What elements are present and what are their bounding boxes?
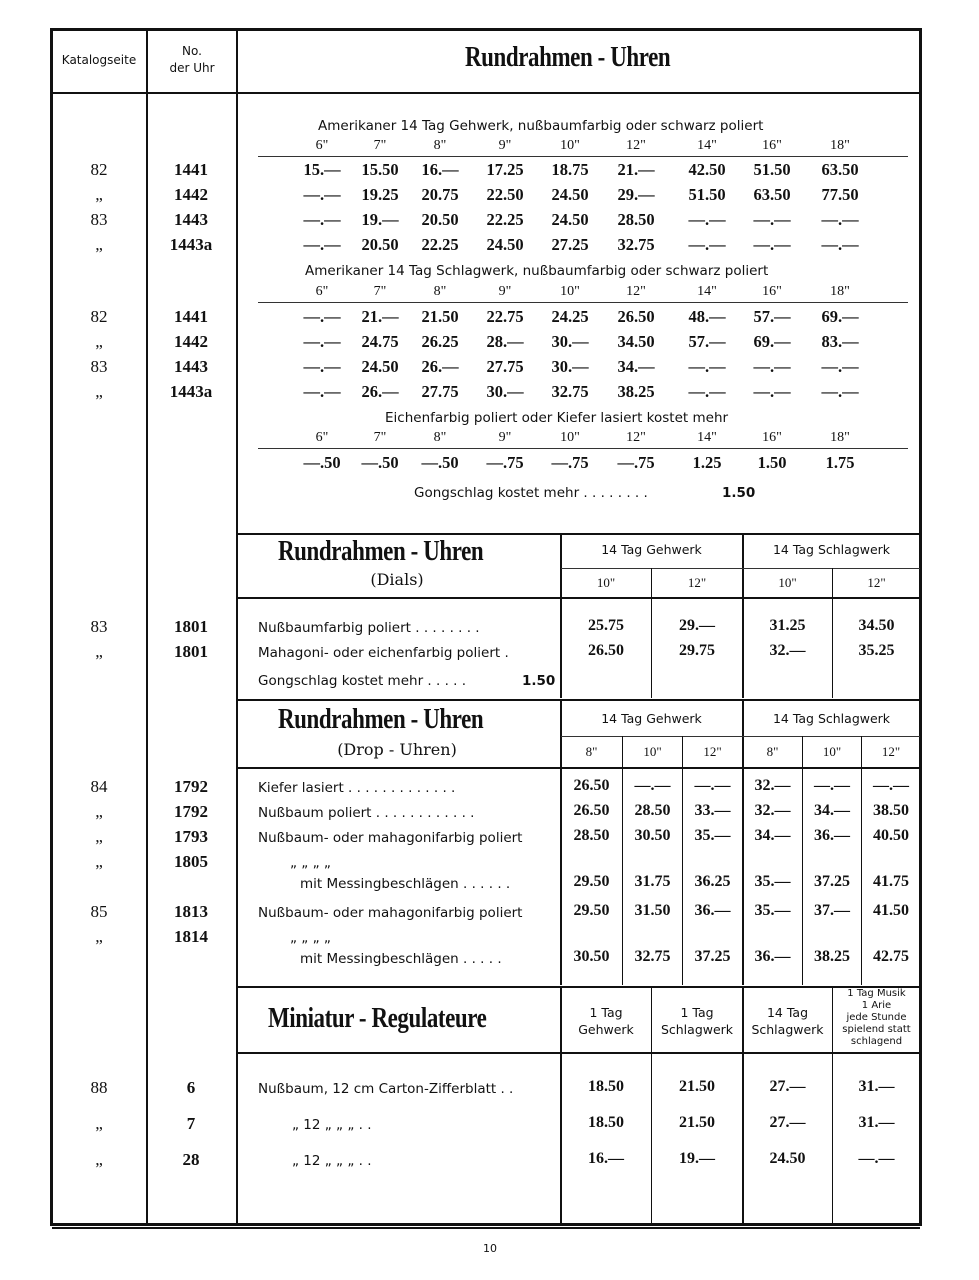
gong-caption: Gongschlag kostet mehr . . . . . . . . <box>414 485 648 501</box>
price-cell: —.— <box>858 1150 895 1167</box>
bottom-rule <box>52 1227 920 1229</box>
price-cell: 15.— <box>303 160 341 179</box>
price-cell: 29.50 <box>573 902 610 919</box>
uhr-number-cell: 1814 <box>174 927 208 946</box>
price-cell: 26.50 <box>573 777 610 794</box>
row-description: Nußbaum- oder mahagonifarbig poliert <box>258 830 523 846</box>
price-cell: 57.— <box>688 332 726 351</box>
section4-head4-line1: 1 Tag Musik <box>847 988 906 999</box>
uhr-number-cell: 1441 <box>174 160 208 179</box>
price-cell: 19.25 <box>361 185 399 204</box>
row-description: Nußbaum- oder mahagonifarbig poliert <box>258 905 523 921</box>
price-cell: 63.50 <box>821 160 859 179</box>
header-der-uhr: der Uhr <box>169 61 215 75</box>
eichen-price-cell: —.75 <box>551 453 589 472</box>
section2-head-gehwerk: 14 Tag Gehwerk <box>601 542 702 557</box>
size-header: 16" <box>762 284 782 299</box>
price-cell: 15.50 <box>361 160 399 179</box>
price-cell: 30.50 <box>573 948 610 965</box>
katalogseite-cell: „ <box>95 185 103 204</box>
price-cell: 63.50 <box>753 185 791 204</box>
price-cell: 36.— <box>814 827 850 844</box>
price-cell: 24.50 <box>361 357 399 376</box>
section4-head4-line5: schlagend <box>850 1036 903 1047</box>
size-underline-schlagwerk <box>258 302 908 303</box>
price-cell: —.— <box>688 210 726 229</box>
katalogseite-cell: 85 <box>90 902 108 921</box>
price-cell: 69.— <box>753 332 791 351</box>
price-cell: 36.25 <box>694 873 731 890</box>
price-cell: 31.— <box>858 1078 895 1095</box>
price-cell: 37.— <box>814 902 850 919</box>
eichen-price-cell: 1.25 <box>692 453 722 472</box>
size-header: 10" <box>560 138 580 153</box>
size-header: 7" <box>373 284 387 299</box>
price-cell: —.— <box>634 777 671 794</box>
price-cell: 21.50 <box>679 1114 715 1131</box>
section3-head-schlagwerk: 14 Tag Schlagwerk <box>772 711 891 726</box>
price-cell: 18.75 <box>551 160 589 179</box>
section3-title: Rundrahmen - Uhren <box>278 704 484 735</box>
price-cell: 41.75 <box>873 873 909 890</box>
price-cell: 32.75 <box>634 948 671 965</box>
price-cell: 26.50 <box>588 642 624 659</box>
uhr-number-cell: 1793 <box>174 827 208 846</box>
section2-size-header: 12" <box>687 575 707 590</box>
katalogseite-cell: 83 <box>90 210 108 229</box>
price-cell: 30.— <box>551 332 589 351</box>
header-no: No. <box>182 44 202 58</box>
uhr-number-cell: 1801 <box>174 642 208 661</box>
section2-title: Rundrahmen - Uhren <box>278 536 484 567</box>
price-cell: 83.— <box>821 332 859 351</box>
section3-subhead-line <box>561 736 920 737</box>
price-cell: 34.— <box>617 357 655 376</box>
size-header: 10" <box>560 284 580 299</box>
size-header: 16" <box>762 138 782 153</box>
price-cell: —.— <box>753 235 791 254</box>
size-header: 6" <box>315 284 329 299</box>
section3-head-gehwerk: 14 Tag Gehwerk <box>601 711 702 726</box>
katalogseite-cell: „ <box>95 235 103 254</box>
price-cell: 24.25 <box>551 307 589 326</box>
section4-head-1tag-gehwerk <box>561 1004 651 1038</box>
section2-size-header: 12" <box>867 575 886 590</box>
price-cell: 24.50 <box>769 1150 806 1167</box>
price-cell: 30.— <box>486 382 524 401</box>
price-cell: 19.— <box>361 210 399 229</box>
price-cell: 28.50 <box>617 210 655 229</box>
uhr-number-cell: 1792 <box>174 802 208 821</box>
uhr-number-cell: 1813 <box>174 902 208 921</box>
katalogseite-cell: „ <box>95 927 103 946</box>
price-cell: 29.— <box>617 185 655 204</box>
price-cell: —.— <box>694 777 731 794</box>
section2-divider-b <box>742 534 744 698</box>
price-cell: 18.50 <box>588 1114 624 1131</box>
section3-header-bottom <box>236 767 920 769</box>
uhr-number-cell: 1441 <box>174 307 208 326</box>
price-cell: —.— <box>873 777 909 794</box>
row-description: Nußbaum poliert . . . . . . . . . . . . <box>258 805 475 821</box>
price-cell: 24.50 <box>551 210 589 229</box>
price-cell: —.— <box>303 357 341 376</box>
section3-size-header: 12" <box>703 744 722 759</box>
uhr-number-cell: 1443 <box>174 357 208 376</box>
uhr-number-cell: 28 <box>182 1150 200 1169</box>
price-cell: 32.75 <box>617 235 655 254</box>
row-description: Nußbaumfarbig poliert . . . . . . . . <box>258 620 480 636</box>
section4-top-line <box>236 986 920 988</box>
price-cell: —.— <box>821 210 859 229</box>
size-header: 8" <box>433 430 447 445</box>
price-cell: 21.50 <box>679 1078 715 1095</box>
price-cell: 30.50 <box>634 827 671 844</box>
price-cell: 38.50 <box>873 802 909 819</box>
price-cell: 16.— <box>421 160 459 179</box>
price-cell: 28.— <box>486 332 524 351</box>
section4-head4-line4: spielend statt <box>842 1024 911 1035</box>
row-description: „ 12 „ „ „ . . <box>292 1153 372 1169</box>
price-cell: 28.50 <box>573 827 610 844</box>
price-cell: 57.— <box>753 307 791 326</box>
price-cell: 21.50 <box>421 307 459 326</box>
price-cell: 35.— <box>754 873 791 890</box>
price-cell: 24.50 <box>486 235 524 254</box>
price-cell: 29.50 <box>573 873 610 890</box>
section4-head-1tag-schlagwerk <box>652 1004 742 1038</box>
price-cell: 34.50 <box>617 332 655 351</box>
caption-schlagwerk: Amerikaner 14 Tag Schlagwerk, nußbaumfarbig oder schwarz poliert <box>305 263 769 279</box>
size-header: 12" <box>626 138 646 153</box>
price-cell: —.— <box>753 382 791 401</box>
section3-size-header: 8" <box>585 744 598 759</box>
katalogseite-cell: „ <box>95 1150 103 1169</box>
katalogseite-cell: „ <box>95 1114 103 1133</box>
price-cell: 29.75 <box>679 642 715 659</box>
uhr-number-cell: 7 <box>186 1114 196 1133</box>
price-cell: 32.75 <box>551 382 589 401</box>
eichen-price-cell: —.50 <box>421 453 459 472</box>
gong-price: 1.50 <box>722 485 756 501</box>
price-cell: 26.— <box>421 357 459 376</box>
price-cell: 69.— <box>821 307 859 326</box>
price-cell: 19.— <box>679 1150 715 1167</box>
section2-header-bottom <box>236 597 920 599</box>
eichen-price-cell: 1.75 <box>825 453 855 472</box>
section3-subtitle: (Drop - Uhren) <box>337 740 457 759</box>
price-cell: 33.— <box>694 802 731 819</box>
price-cell: —.— <box>688 357 726 376</box>
price-cell: 34.— <box>754 827 791 844</box>
price-cell: 17.25 <box>486 160 524 179</box>
price-cell: 22.25 <box>486 210 524 229</box>
section2-divider-a <box>560 534 562 698</box>
price-cell: 22.75 <box>486 307 524 326</box>
caption-eichen: Eichenfarbig poliert oder Kiefer lasiert kostet mehr <box>385 410 729 426</box>
section4-title: Miniatur - Regulateure <box>268 1003 487 1034</box>
price-cell: 35.— <box>754 902 791 919</box>
section2-size-header: 10" <box>596 575 616 590</box>
price-cell: —.— <box>814 777 850 794</box>
size-underline-gehwerk <box>258 156 908 157</box>
katalogseite-cell: „ <box>95 827 103 846</box>
price-cell: 26.50 <box>617 307 655 326</box>
price-cell: —.— <box>303 185 341 204</box>
size-header: 18" <box>830 430 850 445</box>
section4-head3-line2: Schlagwerk <box>751 1022 824 1037</box>
price-cell: —.— <box>303 307 341 326</box>
size-header: 7" <box>373 430 387 445</box>
eichen-price-cell: —.75 <box>617 453 655 472</box>
price-cell: —.— <box>821 235 859 254</box>
row-description: mit Messingbeschlägen . . . . . <box>300 951 502 967</box>
price-cell: 31.75 <box>634 873 671 890</box>
uhr-number-cell: 1443a <box>169 235 213 254</box>
price-cell: 22.25 <box>421 235 459 254</box>
price-cell: —.— <box>303 332 341 351</box>
size-header: 12" <box>626 284 646 299</box>
price-cell: 20.50 <box>421 210 459 229</box>
uhr-number-cell: 1792 <box>174 777 208 796</box>
price-cell: 31.50 <box>634 902 671 919</box>
uhr-number-cell: 1801 <box>174 617 208 636</box>
katalogseite-cell: 83 <box>90 357 108 376</box>
gong-price: 1.50 <box>522 673 556 689</box>
price-cell: 32.— <box>754 802 791 819</box>
uhr-number-cell: 1443 <box>174 210 208 229</box>
price-cell: 40.50 <box>873 827 909 844</box>
katalogseite-cell: „ <box>95 332 103 351</box>
price-cell: 21.— <box>361 307 399 326</box>
katalogseite-cell: „ <box>95 642 103 661</box>
section3-size-header: 10" <box>643 744 662 759</box>
price-cell: 35.— <box>694 827 731 844</box>
uhr-number-cell: 1805 <box>174 852 208 871</box>
section3-size-header: 10" <box>822 744 842 759</box>
page-title: Rundrahmen - Uhren <box>465 42 671 73</box>
section2-size-header: 10" <box>778 575 797 590</box>
section4-head3-line1: 14 Tag <box>766 1005 809 1020</box>
section3-top-line <box>236 699 920 701</box>
price-cell: 77.50 <box>821 185 859 204</box>
size-underline-eichen <box>258 448 908 449</box>
katalogseite-cell: „ <box>95 802 103 821</box>
size-header: 16" <box>762 430 782 445</box>
price-cell: 27.— <box>769 1114 806 1131</box>
row-description: „ „ „ „ <box>290 855 331 871</box>
gong-caption: Gongschlag kostet mehr . . . . . <box>258 673 467 689</box>
price-cell: 32.— <box>769 642 806 659</box>
price-cell: 27.75 <box>486 357 524 376</box>
row-description: „ 12 „ „ „ . . <box>292 1117 372 1133</box>
size-header: 7" <box>373 138 387 153</box>
size-header: 9" <box>498 430 512 445</box>
price-cell: 20.75 <box>421 185 459 204</box>
price-cell: 41.50 <box>873 902 909 919</box>
price-cell: 34.50 <box>858 617 895 634</box>
price-cell: 24.50 <box>551 185 589 204</box>
price-cell: 29.— <box>679 617 715 634</box>
eichen-price-cell: —.50 <box>303 453 341 472</box>
price-cell: 31.— <box>858 1114 895 1131</box>
price-cell: 27.25 <box>551 235 589 254</box>
price-cell: 26.25 <box>421 332 459 351</box>
price-cell: —.— <box>753 357 791 376</box>
uhr-number-cell: 1442 <box>174 185 208 204</box>
size-header: 9" <box>498 138 512 153</box>
section4-head1-line2: Gehwerk <box>578 1022 634 1037</box>
section2-subhead-line <box>561 568 920 569</box>
size-header: 14" <box>697 138 717 153</box>
size-header: 14" <box>697 284 717 299</box>
katalogseite-cell: 82 <box>90 307 108 326</box>
section3-size-header: 12" <box>881 744 901 759</box>
section4-header-bottom <box>236 1052 920 1054</box>
section4-head1-line1: 1 Tag <box>589 1005 623 1020</box>
price-cell: 36.— <box>754 948 791 965</box>
uhr-number-cell: 6 <box>186 1078 196 1097</box>
section2-subtitle: (Dials) <box>370 570 424 589</box>
size-header: 8" <box>433 138 447 153</box>
price-cell: 28.50 <box>634 802 671 819</box>
katalogseite-cell: 82 <box>90 160 108 179</box>
katalogseite-cell: „ <box>95 852 103 871</box>
header-divider <box>52 92 920 94</box>
price-cell: 32.— <box>754 777 791 794</box>
size-header: 9" <box>498 284 512 299</box>
katalogseite-cell: 88 <box>90 1078 108 1097</box>
price-cell: 25.75 <box>588 617 624 634</box>
section4-head4-line2: 1 Arie <box>861 1000 892 1011</box>
size-header: 12" <box>626 430 646 445</box>
section4-head-14tag-schlagwerk <box>743 1004 832 1038</box>
price-cell: 31.25 <box>769 617 806 634</box>
row-description: „ „ „ „ <box>290 930 331 946</box>
price-cell: 48.— <box>688 307 726 326</box>
price-cell: 37.25 <box>814 873 850 890</box>
price-cell: 37.25 <box>694 948 731 965</box>
section4-head-musik <box>833 988 920 1048</box>
katalogseite-cell: 84 <box>90 777 108 796</box>
price-cell: —.— <box>688 382 726 401</box>
row-description: mit Messingbeschlägen . . . . . . <box>300 876 511 892</box>
row-description: Nußbaum, 12 cm Carton-Zifferblatt . . <box>258 1081 514 1097</box>
column-divider-2 <box>236 30 238 1225</box>
row-description: Mahagoni- oder eichenfarbig poliert . <box>258 645 509 661</box>
size-header: 10" <box>560 430 580 445</box>
price-cell: 26.50 <box>573 802 610 819</box>
header-katalogseite: Katalogseite <box>61 53 137 67</box>
eichen-price-cell: —.75 <box>486 453 524 472</box>
price-cell: 38.25 <box>617 382 655 401</box>
size-header: 14" <box>697 430 717 445</box>
price-cell: 38.25 <box>814 948 850 965</box>
price-cell: —.— <box>821 382 859 401</box>
price-cell: —.— <box>688 235 726 254</box>
price-cell: 22.50 <box>486 185 524 204</box>
price-cell: —.— <box>303 382 341 401</box>
price-cell: 26.— <box>361 382 399 401</box>
katalogseite-cell: „ <box>95 382 103 401</box>
price-cell: 16.— <box>588 1150 624 1167</box>
price-cell: —.— <box>303 235 341 254</box>
price-cell: 27.75 <box>421 382 459 401</box>
size-header: 18" <box>830 284 850 299</box>
section4-head2-line2: Schlagwerk <box>660 1022 734 1037</box>
price-cell: 18.50 <box>588 1078 624 1095</box>
price-cell: —.— <box>753 210 791 229</box>
section4-head4-line3: jede Stunde <box>846 1012 907 1023</box>
size-header: 8" <box>433 284 447 299</box>
section4-head2-line1: 1 Tag <box>680 1005 714 1020</box>
price-cell: 35.25 <box>858 642 895 659</box>
price-cell: 24.75 <box>361 332 399 351</box>
page-number: 10 <box>483 1242 497 1255</box>
price-cell: —.— <box>821 357 859 376</box>
section2-top-line <box>236 533 920 535</box>
row-description: Kiefer lasiert . . . . . . . . . . . . . <box>258 780 456 796</box>
size-header: 6" <box>315 138 329 153</box>
uhr-number-cell: 1443a <box>169 382 213 401</box>
price-cell: 42.50 <box>688 160 726 179</box>
price-cell: 30.— <box>551 357 589 376</box>
uhr-number-cell: 1442 <box>174 332 208 351</box>
price-cell: 20.50 <box>361 235 399 254</box>
price-cell: 36.— <box>694 902 731 919</box>
price-cell: 21.— <box>617 160 655 179</box>
price-cell: 51.50 <box>753 160 791 179</box>
section3-size-header: 8" <box>766 744 779 759</box>
price-cell: 42.75 <box>873 948 909 965</box>
size-header: 6" <box>315 430 329 445</box>
caption-gehwerk: Amerikaner 14 Tag Gehwerk, nußbaumfarbig oder schwarz poliert <box>318 118 764 134</box>
price-cell: 27.— <box>769 1078 806 1095</box>
price-cell: —.— <box>303 210 341 229</box>
size-header: 18" <box>830 138 850 153</box>
eichen-price-cell: 1.50 <box>757 453 787 472</box>
section2-head-schlagwerk: 14 Tag Schlagwerk <box>772 542 891 557</box>
price-cell: 34.— <box>814 802 850 819</box>
katalogseite-cell: 83 <box>90 617 108 636</box>
price-cell: 51.50 <box>688 185 726 204</box>
eichen-price-cell: —.50 <box>361 453 399 472</box>
